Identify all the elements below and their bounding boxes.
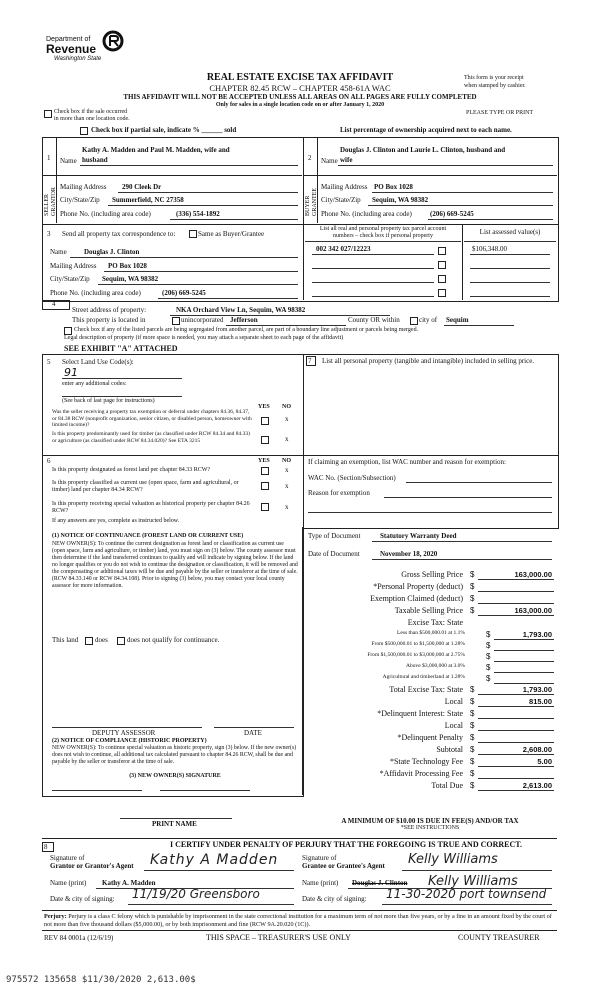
dollar-sign: $ — [470, 709, 475, 718]
perjury-text: Perjury is a class C felony which is punishable by imprisonment in the state correctional institution for a maximum term of not more than five years, or by a fine in an amount fixed by the court of not more than five thousand dollars ($5,000.00), or by both imprisonment and fine (RCW 9A.20.020 (1C)). — [44, 913, 552, 928]
dollar-sign: $ — [470, 582, 475, 591]
section7-num: 7 — [308, 357, 312, 365]
same-as-buyer-checkbox[interactable] — [189, 230, 197, 238]
segregated-label: Check box if any of the listed parcels are being segregated from another parcel, are part of a boundary line adjustment or parcels being merged. — [74, 327, 419, 333]
s3-mail-label: Mailing Address — [50, 262, 97, 270]
section5-num: 5 — [47, 358, 51, 366]
does-not-label: does not qualify for continuance. — [127, 636, 220, 644]
seller-mail-label: Mailing Address — [60, 183, 107, 191]
seller-mail: 290 Cleek Dr — [122, 183, 162, 191]
dollar-sign: $ — [470, 606, 475, 615]
buyer-phone-label: Phone No. (including area code) — [321, 210, 412, 218]
does-label: does — [95, 636, 108, 644]
treasurer-space: THIS SPACE – TREASURER'S USE ONLY — [206, 933, 351, 942]
section3-label: Send all property tax correspondence to: — [62, 230, 176, 238]
seller-city: Summerfield, NC 27358 — [112, 196, 184, 204]
s6-q3-yes-checkbox[interactable] — [261, 503, 269, 511]
seller-num: 1 — [47, 154, 51, 162]
s6-q2-no-mark[interactable]: x — [285, 482, 289, 490]
dor-logo — [46, 30, 126, 68]
grantee-name-handwritten: Kelly Williams — [428, 874, 518, 889]
dollar-sign: $ — [470, 769, 475, 778]
parcel-personal-checkbox-1[interactable] — [438, 247, 446, 255]
street-label: Street address of property: — [72, 306, 147, 314]
section7-box — [303, 354, 559, 456]
tax-row-value[interactable]: 2,613.00 — [522, 781, 552, 790]
grantee-name-label: Name (print) — [302, 879, 339, 887]
tax-row-label: Local — [444, 697, 463, 706]
personal-property-label: List all personal property (tangible and intangible) included in selling price. — [322, 357, 535, 365]
s3-city: Sequim, WA 98382 — [102, 275, 159, 283]
section4-num: 4 — [52, 300, 56, 308]
seller-phone: (336) 554-1892 — [176, 210, 220, 218]
s6-q2-yes-checkbox[interactable] — [261, 482, 269, 490]
tax-row-value[interactable]: 2,608.00 — [522, 745, 552, 754]
tax-row-label: Above $3,000,000 at 3.0% — [406, 663, 465, 669]
tax-row-value[interactable]: 5.00 — [537, 757, 552, 766]
exemption-label: If claiming an exemption, list WAC number and reason for exemption: — [308, 458, 506, 466]
dollar-sign: $ — [470, 733, 475, 742]
s3-name: Douglas J. Clinton — [84, 248, 140, 256]
s3-phone: (206) 669-5245 — [162, 289, 206, 297]
seller-city-label: City/State/Zip — [60, 196, 100, 204]
does-qualify-checkbox[interactable] — [85, 637, 93, 645]
dollar-sign: $ — [470, 570, 475, 579]
segregated-checkbox[interactable] — [64, 327, 72, 335]
dollar-sign: $ — [486, 674, 491, 683]
s6-question1: Is this property designated as forest land per chapter 84.33 RCW? — [52, 467, 211, 473]
seller-name2: husband — [82, 156, 108, 164]
buyer-phone: (206) 669-5245 — [430, 210, 474, 218]
grantor-signature: Kathy A Madden — [150, 852, 279, 868]
deputy-date-label: DATE — [244, 729, 262, 737]
wac-label: WAC No. (Section/Subsection) — [308, 474, 396, 482]
land-use-label: Select Land Use Code(s): — [62, 358, 134, 366]
tax-row-label: *Delinquent Penalty — [397, 733, 463, 742]
s5-yes-header: YES — [258, 404, 270, 410]
additional-codes-label: enter any additional codes: — [62, 381, 127, 387]
tax-row-label: From $1,500,000.01 to $3,000,000 at 2.75% — [367, 652, 465, 658]
dollar-sign: $ — [486, 641, 491, 650]
section6-num: 6 — [47, 457, 51, 465]
s6-no-header: NO — [282, 458, 291, 464]
dollar-sign: $ — [470, 781, 475, 790]
s5-no-header: NO — [282, 404, 291, 410]
buyer-city-label: City/State/Zip — [321, 196, 361, 204]
print-name-label: PRINT NAME — [152, 820, 197, 828]
tax-row-label: Excise Tax: State — [407, 618, 463, 627]
s5-q1-yes-checkbox[interactable] — [261, 417, 269, 425]
rev-number: REV 84 0001a (12/6/19) — [44, 934, 114, 942]
s5-q2-yes-checkbox[interactable] — [261, 436, 269, 444]
type-or-print: PLEASE TYPE OR PRINT — [466, 110, 534, 116]
parcel-header1: List all real and personal property tax parcel account — [319, 226, 447, 232]
continuance-title: (1) NOTICE OF CONTINUANCE (FOREST LAND OR CURRENT USE) — [52, 533, 244, 539]
form-notice2: Only for sales in a single location code on or after January 1, 2020 — [215, 102, 385, 108]
seller-name-label: Name — [60, 157, 77, 165]
s6-question2: Is this property classified as current use (open space, farm and agricultural, or timber) land per chapter 84.34 RCW? — [52, 480, 239, 493]
city-of-label: city of — [419, 316, 438, 324]
tax-row-label: Agricultural and timberland at 1.28% — [382, 674, 465, 680]
tax-row-label: Less than $500,000.01 at 1.1% — [397, 630, 465, 636]
doc-type-label: Type of Document — [308, 532, 361, 540]
dollar-sign: $ — [470, 745, 475, 754]
doc-date: November 18, 2020 — [380, 550, 438, 558]
s6-question3: Is this property receiving special valuation as historical property per chapter 84.26 RCW? — [52, 501, 250, 514]
multi-location-label2: in more than one location code. — [54, 116, 130, 122]
seller-name1: Kathy A. Madden and Paul M. Madden, wife and — [82, 146, 230, 154]
doc-type: Statutory Warranty Deed — [380, 532, 457, 540]
section4-numbox — [42, 300, 70, 310]
county-treasurer: COUNTY TREASURER — [458, 933, 540, 942]
legal-exhibit: SEE EXHIBIT "A" ATTACHED — [64, 344, 178, 353]
grantee-date-label: Date & city of signing: — [302, 895, 367, 903]
parcel-personal-checkbox-3[interactable] — [438, 275, 446, 283]
buyer-city: Sequim, WA 98382 — [372, 196, 429, 204]
street-address: NKA Orchard View Ln, Sequim, WA 98382 — [176, 306, 306, 314]
buyer-name2: wife — [340, 156, 353, 164]
grantor-name-label: Name (print) — [50, 879, 87, 887]
dollar-sign: $ — [486, 663, 491, 672]
grantor-name: Kathy A. Madden — [102, 879, 156, 887]
continuance-text: NEW OWNER(S): To continue the current designation as forest land or classification as current use (open space, farm and agriculture, or timber) land, you must sign on (3) below. The county assessor must then determine if the land transferred continues to qualify and will indicate by signing below. If the land no longer qualifies or you do not wish to continue the designation or classification, it will be removed and the compensating or additional taxes will be due and payable by the seller or transferor at the time of sale. (RCW 84.33.140 or RCW 84.34.108). Prior to signing (3) below, you may contact your local county assessor for more information. — [52, 541, 298, 589]
historic-title: (2) NOTICE OF COMPLIANCE (HISTORIC PROPERTY) — [52, 738, 207, 744]
buyer-mail: PO Box 1028 — [374, 183, 413, 191]
s6-if-yes: If any answers are yes, complete as instructed below. — [52, 518, 180, 524]
form-subtitle: CHAPTER 82.45 RCW – CHAPTER 458-61A WAC — [209, 83, 391, 93]
receipt-note1: This form is your receipt — [464, 75, 524, 81]
city-name: Sequim — [446, 316, 469, 324]
grantee-sig-label1: Signature of — [302, 854, 337, 862]
located-label: This property is located in — [72, 316, 146, 324]
unincorporated-label: unincorporated — [181, 316, 224, 324]
s3-phone-label: Phone No. (including area code) — [50, 289, 141, 297]
grantee-signature: Kelly Williams — [408, 852, 498, 867]
s3-mail: PO Box 1028 — [108, 262, 147, 270]
grantee-sig-label2: Grantee or Grantee's Agent — [302, 862, 385, 870]
dor-logo-icon — [102, 30, 124, 52]
buyer-mail-label: Mailing Address — [321, 183, 368, 191]
unincorporated-checkbox[interactable] — [172, 317, 180, 325]
dollar-sign: $ — [470, 594, 475, 603]
buyer-side-label: BUYER GRANTEE — [305, 188, 318, 216]
s6-q1-yes-checkbox[interactable] — [261, 467, 269, 475]
same-as-buyer-label: Same as Buyer/Grantee — [198, 230, 265, 238]
multi-location-checkbox[interactable] — [44, 110, 52, 118]
tax-row-label: Total Excise Tax: State — [389, 685, 463, 694]
s6-q1-no-mark[interactable]: x — [285, 466, 289, 474]
doc-date-label: Date of Document — [308, 550, 360, 558]
multi-location-label1: Check box if the sale occurred — [54, 109, 128, 115]
dept-line3: Washington State — [54, 56, 102, 62]
s6-q3-no-mark[interactable]: x — [285, 503, 289, 511]
perjury-notice — [44, 913, 556, 928]
grantee-name-struck: Douglas J. Clinton — [352, 879, 408, 887]
minimum-note: A MINIMUM OF $10.00 IS DUE IN FEE(S) AND/OR TAX — [341, 817, 519, 825]
form-notice: THIS AFFIDAVIT WILL NOT BE ACCEPTED UNLESS ALL AREAS ON ALL PAGES ARE FULLY COMPLETED — [123, 93, 477, 101]
tax-row-label: Local — [444, 721, 463, 730]
tax-row-label: *State Technology Fee — [389, 757, 463, 766]
city-of-checkbox[interactable] — [410, 317, 418, 325]
s3-name-label: Name — [50, 248, 67, 256]
form-title: REAL ESTATE EXCISE TAX AFFIDAVIT — [206, 72, 394, 83]
partial-sale-label: Check box if partial sale, indicate % ______ sold — [91, 126, 237, 134]
tax-row-value[interactable]: 815.00 — [529, 697, 552, 706]
payment-stamp: 975572 135658 $11/30/2020 2,613.00$ — [6, 975, 196, 985]
exemption-reason-label: Reason for exemption — [308, 489, 370, 497]
tax-row-value[interactable]: 1,793.00 — [522, 630, 552, 639]
dollar-sign: $ — [470, 721, 475, 730]
partial-sale-checkbox[interactable] — [80, 127, 88, 135]
grantor-date-city: 11/19/20 Greensboro — [132, 887, 260, 901]
certify-statement: I CERTIFY UNDER PENALTY OF PERJURY THAT THE FOREGOING IS TRUE AND CORRECT. — [170, 840, 523, 849]
dollar-sign: $ — [470, 757, 475, 766]
s3-city-label: City/State/Zip — [50, 275, 90, 283]
receipt-note2: when stamped by cashier. — [464, 83, 526, 89]
dollar-sign: $ — [486, 630, 491, 639]
tax-row-label: From $500,000.01 to $1,500,000 at 1.28% — [371, 641, 465, 647]
tax-row-label: Total Due — [431, 781, 463, 790]
section8-num: 8 — [44, 843, 48, 851]
percent-note: List percentage of ownership acquired next to each name. — [340, 126, 512, 134]
dept-line1: Department of — [46, 36, 91, 43]
tax-row-value[interactable]: 1,793.00 — [522, 685, 552, 694]
county-label: County OR within — [348, 316, 400, 324]
s5-q1-no-mark[interactable]: x — [285, 415, 289, 423]
historic-text: NEW OWNER(S): To continue special valuation as historic property, sign (3) below. If the new owner(s) does not wish to continue, all additional tax calculated pursuant to chapter 84.26 RCW, shall be due and payable by the seller or transferor at the time of sale. — [52, 745, 297, 765]
tax-row-label: *Personal Property (deduct) — [373, 582, 463, 591]
buyer-name1: Douglas J. Clinton and Laurie L. Clinton, husband and — [340, 146, 506, 154]
parcel-personal-checkbox-4[interactable] — [438, 289, 446, 297]
assessed-value: $106,348.00 — [472, 245, 507, 253]
dept-line2: Revenue — [46, 42, 97, 56]
new-owner-sig-label: (3) NEW OWNER(S) SIGNATURE — [129, 773, 221, 779]
does-not-qualify-checkbox[interactable] — [117, 637, 125, 645]
tax-row-label: *Affidavit Processing Fee — [379, 769, 463, 778]
assessed-header: List assessed value(s) — [479, 228, 541, 236]
dollar-sign: $ — [486, 652, 491, 661]
s5-question1: Was the seller receiving a property tax exemption or deferral under chapters 84.36, 84.37, or 84.38 RCW (nonprofit organization, senior citizen, or disabled person, homeowner with limited income)? — [52, 409, 252, 428]
county-name: Jefferson — [230, 316, 258, 324]
grantor-sig-label1: Signature of — [50, 854, 85, 862]
seller-side-label: SELLER GRANTOR — [44, 187, 57, 216]
s6-yes-header: YES — [258, 458, 270, 464]
buyer-num: 2 — [308, 154, 312, 162]
this-land-label: This land — [52, 636, 79, 644]
grantor-sig-label2: Grantor or Grantor's Agent — [50, 862, 134, 870]
tax-row-value[interactable]: 163,000.00 — [514, 570, 552, 579]
parcel-personal-checkbox-2[interactable] — [438, 261, 446, 269]
legal-description-label: Legal description of property (if more space is needed, you may attach a separate sheet to each page of the affidavit) — [64, 335, 344, 341]
s5-question2: Is this property predominantly used for timber (as classified under RCW 84.34 and 84.33) or agriculture (as classified under RCW 84.34.020)? See ETA 3215 — [52, 431, 251, 444]
buyer-name-label: Name — [321, 157, 338, 165]
tax-row-label: Exemption Claimed (deduct) — [370, 594, 463, 603]
perjury-bold: Perjury: — [44, 913, 67, 920]
grantor-date-label: Date & city of signing: — [50, 895, 115, 903]
s5-q2-no-mark[interactable]: x — [285, 435, 289, 443]
tax-row-label: Gross Selling Price — [401, 570, 463, 579]
grantee-date-city: 11-30-2020 port townsend — [386, 887, 547, 901]
dollar-sign: $ — [470, 697, 475, 706]
deputy-assessor-label: DEPUTY ASSESSOR — [92, 729, 156, 737]
parcel-header2: numbers – check box if personal property — [333, 233, 433, 239]
tax-row-label: Subtotal — [436, 745, 463, 754]
see-instructions: *SEE INSTRUCTIONS — [400, 825, 460, 831]
parcel-number: 002 342 027/12223 — [316, 245, 371, 253]
section3-num: 3 — [47, 230, 51, 238]
see-back-label: (See back of last page for instructions) — [62, 398, 155, 404]
dollar-sign: $ — [470, 685, 475, 694]
tax-row-value[interactable]: 163,000.00 — [514, 606, 552, 615]
seller-phone-label: Phone No. (including area code) — [60, 210, 151, 218]
tax-row-label: Taxable Selling Price — [394, 606, 463, 615]
tax-row-label: *Delinquent Interest: State — [377, 709, 463, 718]
land-use-code: 91 — [64, 366, 78, 379]
